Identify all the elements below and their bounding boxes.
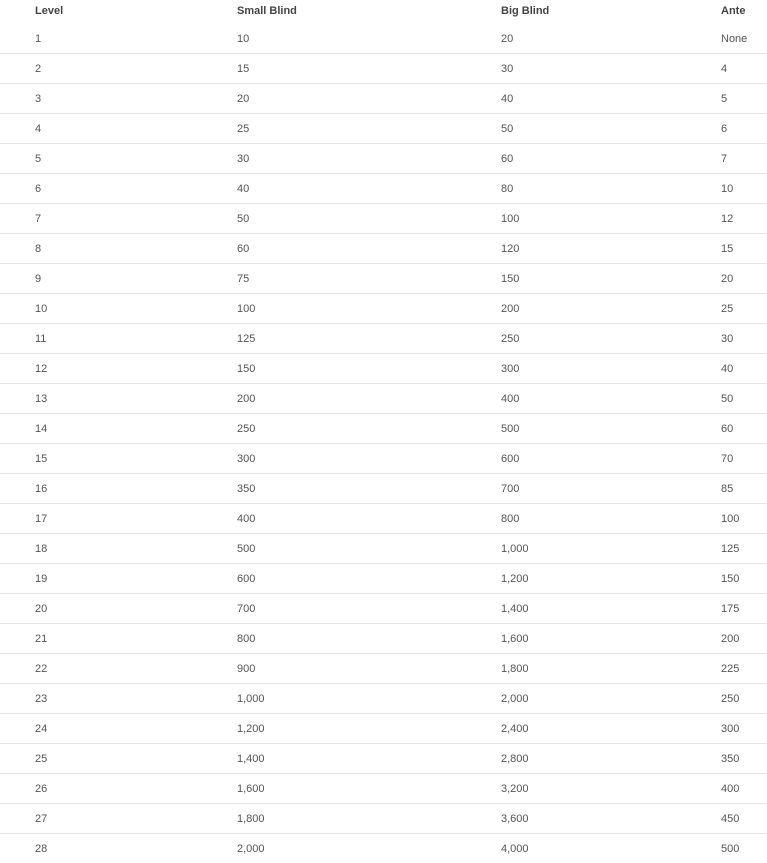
table-row [0, 534, 767, 564]
level-cell: 25 [0, 744, 237, 774]
level-cell: 26 [0, 774, 237, 804]
level-cell: 13 [0, 384, 237, 414]
header-row [0, 0, 767, 24]
small-blind-cell: 150 [237, 354, 501, 384]
small-blind-cell: 1,200 [237, 714, 501, 744]
small-blind-cell: 700 [237, 594, 501, 624]
small-blind-cell: 250 [237, 414, 501, 444]
big-blind-cell: 300 [501, 354, 720, 384]
small-blind-cell: 200 [237, 384, 501, 414]
ante-cell: 30 [720, 324, 767, 354]
level-cell: 6 [0, 174, 237, 204]
ante-cell: 25 [720, 294, 767, 324]
small-blind-cell: 400 [237, 504, 501, 534]
header-ante: Ante [720, 0, 767, 24]
table-row [0, 204, 767, 234]
ante-cell: 12 [720, 204, 767, 234]
small-blind-cell: 300 [237, 444, 501, 474]
small-blind-cell: 1,000 [237, 684, 501, 714]
big-blind-cell: 400 [501, 384, 720, 414]
ante-cell: 225 [720, 654, 767, 684]
table-row [0, 144, 767, 174]
small-blind-cell: 2,000 [237, 834, 501, 863]
ante-cell: 85 [720, 474, 767, 504]
big-blind-cell: 50 [501, 114, 720, 144]
big-blind-cell: 3,600 [501, 804, 720, 834]
header-small-blind: Small Blind [237, 0, 501, 24]
ante-cell: 350 [720, 744, 767, 774]
small-blind-cell: 350 [237, 474, 501, 504]
ante-cell: 60 [720, 414, 767, 444]
ante-cell: 20 [720, 264, 767, 294]
ante-cell: 10 [720, 174, 767, 204]
table-row [0, 594, 767, 624]
small-blind-cell: 25 [237, 114, 501, 144]
table-row [0, 474, 767, 504]
table-row [0, 24, 767, 54]
ante-cell: 300 [720, 714, 767, 744]
table-row [0, 834, 767, 863]
level-cell: 20 [0, 594, 237, 624]
small-blind-cell: 600 [237, 564, 501, 594]
big-blind-cell: 120 [501, 234, 720, 264]
ante-cell: 175 [720, 594, 767, 624]
table-row [0, 714, 767, 744]
big-blind-cell: 20 [501, 24, 720, 54]
table-row [0, 384, 767, 414]
big-blind-cell: 1,800 [501, 654, 720, 684]
small-blind-cell: 900 [237, 654, 501, 684]
level-cell: 18 [0, 534, 237, 564]
level-cell: 23 [0, 684, 237, 714]
level-cell: 12 [0, 354, 237, 384]
big-blind-cell: 100 [501, 204, 720, 234]
ante-cell: 4 [720, 54, 767, 84]
ante-cell: 100 [720, 504, 767, 534]
big-blind-cell: 3,200 [501, 774, 720, 804]
table-row [0, 174, 767, 204]
ante-cell: 5 [720, 84, 767, 114]
table-row [0, 684, 767, 714]
level-cell: 2 [0, 54, 237, 84]
table-row [0, 354, 767, 384]
level-cell: 16 [0, 474, 237, 504]
level-cell: 10 [0, 294, 237, 324]
table-row [0, 264, 767, 294]
small-blind-cell: 500 [237, 534, 501, 564]
level-cell: 19 [0, 564, 237, 594]
big-blind-cell: 40 [501, 84, 720, 114]
big-blind-cell: 80 [501, 174, 720, 204]
small-blind-cell: 20 [237, 84, 501, 114]
big-blind-cell: 250 [501, 324, 720, 354]
big-blind-cell: 200 [501, 294, 720, 324]
big-blind-cell: 60 [501, 144, 720, 174]
level-cell: 8 [0, 234, 237, 264]
level-cell: 24 [0, 714, 237, 744]
ante-cell: 400 [720, 774, 767, 804]
level-cell: 14 [0, 414, 237, 444]
level-cell: 21 [0, 624, 237, 654]
ante-cell: 6 [720, 114, 767, 144]
table-header [0, 0, 767, 24]
ante-cell: 500 [720, 834, 767, 863]
ante-cell: None [720, 24, 767, 54]
big-blind-cell: 1,000 [501, 534, 720, 564]
level-cell: 5 [0, 144, 237, 174]
big-blind-cell: 600 [501, 444, 720, 474]
table-row [0, 84, 767, 114]
level-cell: 9 [0, 264, 237, 294]
small-blind-cell: 15 [237, 54, 501, 84]
level-cell: 22 [0, 654, 237, 684]
ante-cell: 450 [720, 804, 767, 834]
level-cell: 11 [0, 324, 237, 354]
big-blind-cell: 150 [501, 264, 720, 294]
table-row [0, 444, 767, 474]
small-blind-cell: 1,800 [237, 804, 501, 834]
level-cell: 27 [0, 804, 237, 834]
ante-cell: 7 [720, 144, 767, 174]
table-row [0, 564, 767, 594]
big-blind-cell: 1,200 [501, 564, 720, 594]
table-row [0, 624, 767, 654]
table-row [0, 414, 767, 444]
table-row [0, 654, 767, 684]
ante-cell: 250 [720, 684, 767, 714]
ante-cell: 15 [720, 234, 767, 264]
big-blind-cell: 500 [501, 414, 720, 444]
ante-cell: 40 [720, 354, 767, 384]
ante-cell: 125 [720, 534, 767, 564]
table-row [0, 294, 767, 324]
table-row [0, 744, 767, 774]
ante-cell: 70 [720, 444, 767, 474]
small-blind-cell: 10 [237, 24, 501, 54]
small-blind-cell: 1,600 [237, 774, 501, 804]
header-big-blind: Big Blind [501, 0, 720, 24]
level-cell: 28 [0, 834, 237, 863]
big-blind-cell: 1,600 [501, 624, 720, 654]
table-row [0, 324, 767, 354]
big-blind-cell: 2,800 [501, 744, 720, 774]
level-cell: 7 [0, 204, 237, 234]
table-row [0, 114, 767, 144]
ante-cell: 200 [720, 624, 767, 654]
big-blind-cell: 2,400 [501, 714, 720, 744]
level-cell: 17 [0, 504, 237, 534]
level-cell: 4 [0, 114, 237, 144]
big-blind-cell: 2,000 [501, 684, 720, 714]
small-blind-cell: 30 [237, 144, 501, 174]
table-row [0, 504, 767, 534]
header-level: Level [0, 0, 237, 24]
level-cell: 1 [0, 24, 237, 54]
big-blind-cell: 800 [501, 504, 720, 534]
table-row [0, 234, 767, 264]
table-row [0, 54, 767, 84]
ante-cell: 50 [720, 384, 767, 414]
small-blind-cell: 125 [237, 324, 501, 354]
table-body [0, 24, 767, 863]
big-blind-cell: 30 [501, 54, 720, 84]
level-cell: 3 [0, 84, 237, 114]
big-blind-cell: 4,000 [501, 834, 720, 863]
table-row [0, 804, 767, 834]
big-blind-cell: 1,400 [501, 594, 720, 624]
table-row [0, 774, 767, 804]
level-cell: 15 [0, 444, 237, 474]
small-blind-cell: 75 [237, 264, 501, 294]
small-blind-cell: 1,400 [237, 744, 501, 774]
small-blind-cell: 100 [237, 294, 501, 324]
small-blind-cell: 60 [237, 234, 501, 264]
small-blind-cell: 800 [237, 624, 501, 654]
small-blind-cell: 50 [237, 204, 501, 234]
big-blind-cell: 700 [501, 474, 720, 504]
ante-cell: 150 [720, 564, 767, 594]
small-blind-cell: 40 [237, 174, 501, 204]
